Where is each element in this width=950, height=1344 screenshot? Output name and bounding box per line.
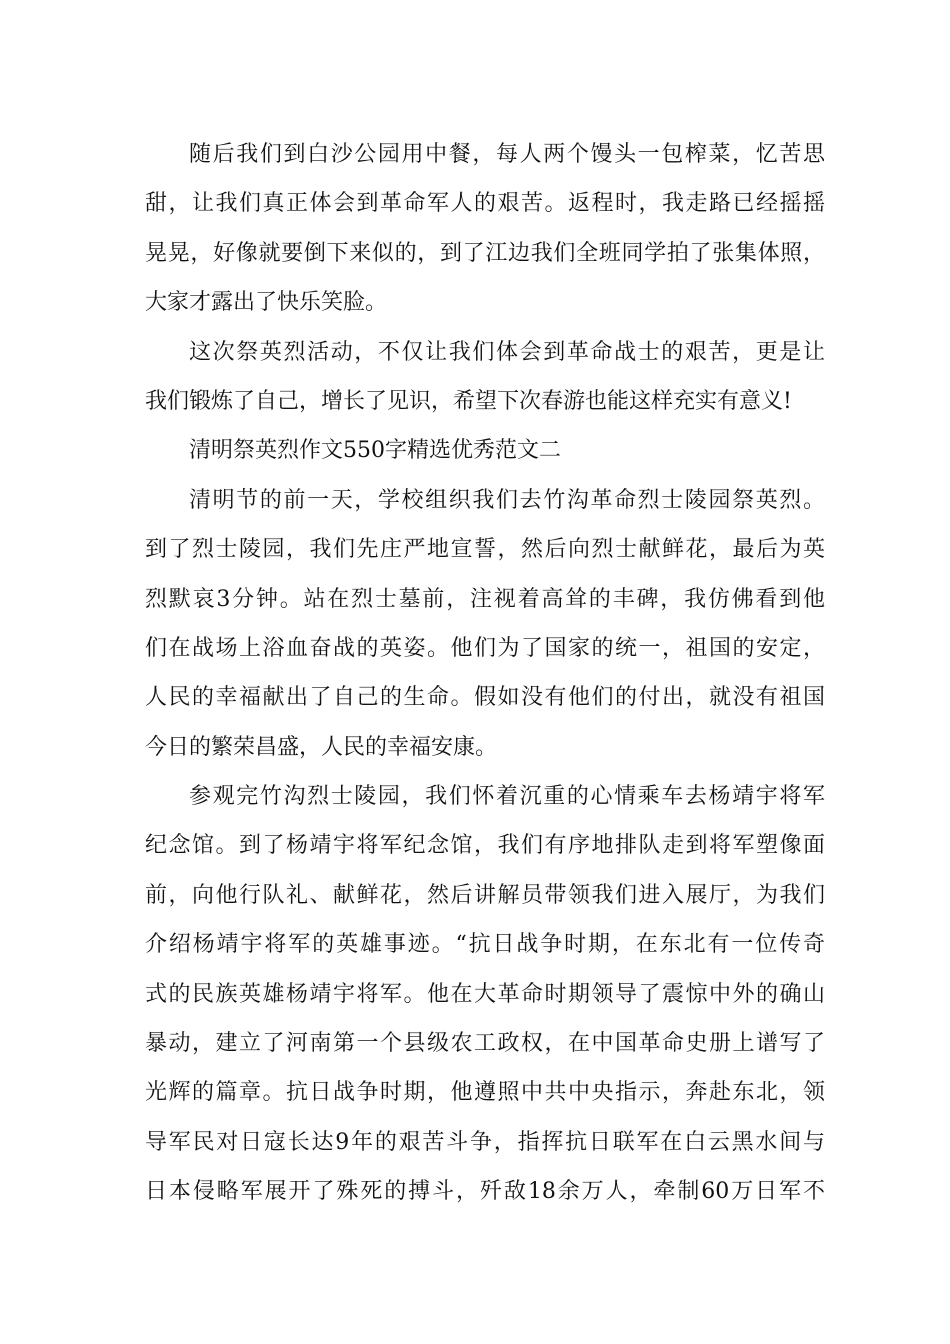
paragraph-3 [145, 476, 825, 772]
paragraph-2 [145, 328, 825, 427]
text-line: 式的民族英雄杨靖宇将军。他在大革命时期领导了震惊中外的确山 [145, 981, 825, 1007]
text-line: 光辉的篇章。抗日战争时期，他遵照中共中央指示，奔赴东北，领 [145, 1080, 825, 1106]
text-line: 参观完竹沟烈士陵园，我们怀着沉重的心情乘车去杨靖宇将军 [189, 784, 825, 810]
text-line: 人民的幸福献出了自己的生命。假如没有他们的付出，就没有祖国 [145, 685, 825, 711]
text-line: 纪念馆。到了杨靖宇将军纪念馆，我们有序地排队走到将军塑像面 [145, 833, 825, 859]
text-line: 清明节的前一天，学校组织我们去竹沟革命烈士陵园祭英烈。 [189, 487, 825, 513]
text-line: 今日的繁荣昌盛，人民的幸福安康。 [145, 734, 498, 760]
document-body [145, 130, 825, 1217]
section-heading [145, 426, 825, 475]
text-line: 前，向他行队礼、献鲜花，然后讲解员带领我们进入展厅，为我们 [145, 882, 825, 908]
text-line: 大家才露出了快乐笑脸。 [145, 290, 388, 316]
paragraph-4 [145, 772, 825, 1217]
text-line: 暴动，建立了河南第一个县级农工政权，在中国革命史册上谱写了 [145, 1031, 825, 1057]
text-line: 这次祭英烈活动，不仅让我们体会到革命战士的艰苦，更是让 [189, 339, 825, 365]
text-line: 我们锻炼了自己，增长了见识，希望下次春游也能这样充实有意义! [145, 388, 792, 414]
text-line: 烈默哀3分钟。站在烈士墓前，注视着高耸的丰碑，我仿佛看到他 [145, 586, 825, 612]
text-line: 日本侵略军展开了殊死的搏斗，歼敌18余万人，牵制60万日军不 [145, 1179, 825, 1205]
text-line: 们在战场上浴血奋战的英姿。他们为了国家的统一，祖国的安定， [145, 635, 825, 661]
paragraph-1 [145, 130, 825, 328]
text-line: 晃晃，好像就要倒下来似的，到了江边我们全班同学拍了张集体照， [145, 240, 825, 266]
text-line: 导军民对日寇长达9年的艰苦斗争，指挥抗日联军在白云黑水间与 [145, 1129, 825, 1155]
text-line: 随后我们到白沙公园用中餐，每人两个馒头一包榨菜，忆苦思 [189, 142, 825, 167]
text-line: 介绍杨靖宇将军的英雄事迹。“抗日战争时期，在东北有一位传奇 [145, 932, 825, 958]
text-line: 甜，让我们真正体会到革命军人的艰苦。返程时，我走路已经摇摇 [145, 191, 825, 217]
heading-line: 清明祭英烈作文550字精选优秀范文二 [189, 438, 561, 464]
text-line: 到了烈士陵园，我们先庄严地宣誓，然后向烈士献鲜花，最后为英 [145, 537, 825, 563]
